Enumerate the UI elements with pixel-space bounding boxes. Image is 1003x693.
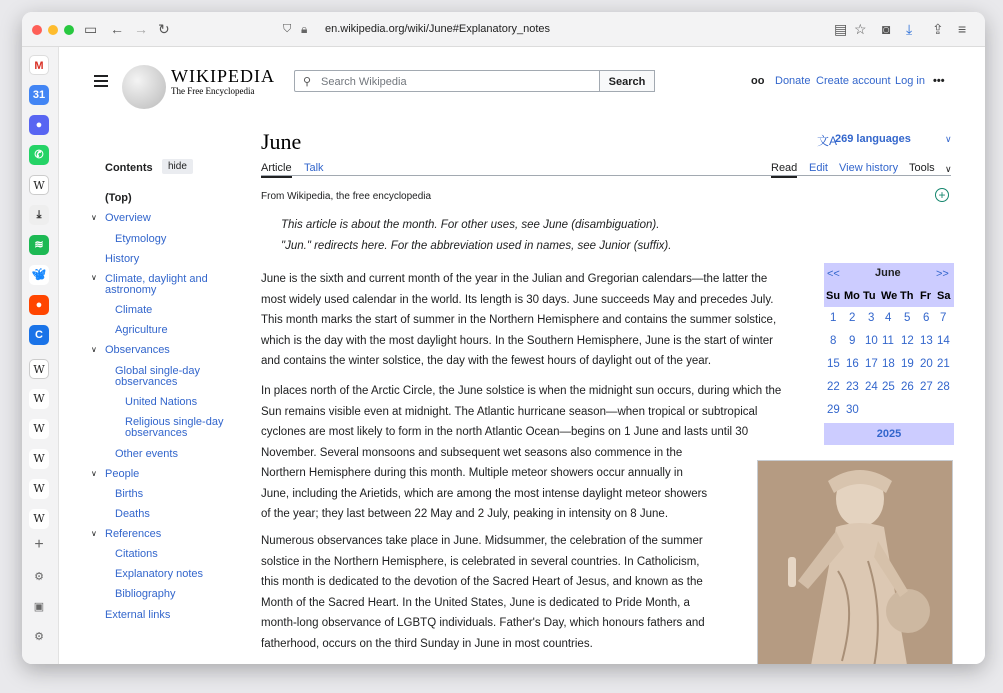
chevron-down-icon[interactable]: ∨ [945,164,952,174]
toc-item-births[interactable]: Births [115,488,144,500]
toc-item-climate-daylight-2[interactable]: astronomy [105,284,157,296]
reader-view-icon[interactable]: ▤ [834,21,848,37]
translate-icon[interactable]: 文A [817,134,838,148]
toc-item-top[interactable]: (Top) [105,192,132,204]
search-input[interactable] [294,70,600,92]
search-icon: ⚲ [303,76,312,88]
calendar-day-link[interactable]: 5 [904,312,911,324]
calendar-day-link[interactable]: 30 [846,404,859,416]
weekday-label: We [881,290,898,302]
calendar-day-link[interactable]: 21 [937,358,950,370]
calendar-day-link[interactable]: 6 [923,312,930,324]
donate-logo-icon: oo [751,75,765,87]
paragraph-observances [261,531,705,654]
log-in-link[interactable]: Log in [895,75,925,87]
more-options-button[interactable]: ••• [933,75,945,87]
minimize-window-button[interactable] [48,25,58,35]
wikipedia-icon[interactable]: W [29,389,49,409]
calendar-day-link[interactable]: 11 [882,335,894,347]
address-bar[interactable] [277,18,657,40]
chevron-down-icon[interactable]: ∨ [91,213,97,222]
calendar-icon[interactable]: 31 [29,85,49,105]
calendar-day-link[interactable]: 13 [920,335,933,347]
text-line: most widely used calendar in the world. Its length is 30 days. June succeeds May and precedes July. [261,293,774,306]
calendar-day-link[interactable]: 16 [846,358,859,370]
calendar-day-link[interactable]: 8 [830,335,837,347]
paragraph-astronomy [261,381,781,525]
toc-item-etymology[interactable]: Etymology [115,233,167,245]
cnet-icon[interactable]: C [29,325,49,345]
text-line: this month is dedicated to the devotion of the Sacred Heart of Jesus, and known as the [261,576,703,588]
main-menu-icon[interactable] [94,75,108,90]
settings-icon[interactable]: ⚙ [34,631,44,643]
browser-window [22,12,985,664]
toc-item-explanatory-notes[interactable]: Explanatory notes [115,568,204,580]
paragraph-intro [261,269,776,372]
calendar-day-link[interactable]: 12 [901,335,914,347]
downloads-icon[interactable]: ⤓ [906,21,913,37]
wikipedia-icon[interactable]: W [29,449,49,469]
back-icon[interactable]: ← [110,21,124,37]
site-sub: From Wikipedia, the free encyclopedia [261,191,432,202]
create-account-link[interactable]: Create account [816,75,891,87]
calendar-day-link[interactable]: 7 [940,312,947,324]
donate-link[interactable]: Donate [775,75,811,87]
calendar-day-link[interactable]: 2 [849,312,856,324]
wikipedia-tagline: The Free Encyclopedia [171,86,255,96]
statue-image[interactable] [757,460,953,664]
hatnote-redirect: "Jun." redirects here. For the abbreviation used in names, see Junior (suffix). [281,240,672,252]
calendar-day-link[interactable]: 26 [901,381,914,393]
bookmark-star-icon[interactable]: ☆ [854,21,867,37]
download-icon[interactable]: ⤓ [29,205,49,225]
maximize-window-button[interactable] [64,25,74,35]
text-line: In places north of the Arctic Circle, the June solstice is when the midnight sun occurs, during which the [261,385,782,397]
weekday-label: Tu [863,290,876,302]
text-line: fatherhood, occurs on the third Sunday in June in most countries. [261,637,593,650]
lock-icon: 🔒︎ [301,22,308,36]
reload-icon[interactable]: ↻ [158,21,170,37]
menu-icon[interactable]: ≡ [958,21,967,37]
text-line: Northern Hemisphere during this month. Multiple meteor showers occur annually in [261,467,683,479]
calendar-day-link[interactable]: 25 [882,381,895,393]
tabs-divider [261,175,951,176]
calendar-day-link[interactable]: 10 [865,335,878,347]
bluesky-icon[interactable]: 🦋︎ [29,265,49,285]
share-icon[interactable]: ⇪ [932,21,944,37]
toc-item-people[interactable]: People [105,468,140,480]
toc-hide-button[interactable]: hide [162,159,193,174]
wikipedia-globe-logo[interactable] [122,65,166,109]
weekday-label: Fr [920,290,931,302]
discord-icon[interactable]: ● [29,115,49,135]
toc-item-united-nations[interactable]: United Nations [125,396,198,408]
calendar-day-link[interactable]: 1 [830,312,837,324]
wikipedia-icon[interactable]: W [29,419,49,439]
calendar-day-link[interactable]: 28 [937,381,950,393]
calendar-day-link[interactable]: 23 [846,381,859,393]
page-title: June [261,129,302,154]
toc-item-overview[interactable]: Overview [105,212,151,224]
search-placeholder: Search Wikipedia [321,76,407,88]
toc-item-history[interactable]: History [105,253,140,265]
calendar-day-link[interactable]: 19 [901,358,914,370]
calendar-prev-link[interactable]: << [827,268,840,280]
calendar-day-link[interactable]: 29 [827,404,840,416]
chevron-down-icon[interactable]: ∨ [91,273,97,282]
toc-item-religious-observances[interactable]: Religious single-day [125,416,224,428]
toc-item-references[interactable]: References [105,528,162,540]
text-line: November. Several monsoons and subsequent wet seasons also commence in the [261,446,683,459]
text-line: June is the sixth and current month of the year in the Julian and Gregorian calendars—the latter the [261,273,768,285]
spotify-icon[interactable]: ≋ [29,235,49,255]
weekday-label: Su [826,290,841,302]
toc-item-global-observances[interactable]: Global single-day [115,365,200,377]
calendar-day-link[interactable]: 9 [849,335,856,347]
tools-menu[interactable]: Tools [909,162,935,174]
tab-read[interactable]: Read [771,162,797,178]
chevron-down-icon[interactable]: ∨ [91,529,97,538]
calendar-header [824,263,954,285]
chevron-down-icon[interactable]: ∨ [91,345,97,354]
calendar-day-link[interactable]: 3 [868,312,875,324]
wikipedia-icon[interactable]: W [29,509,49,529]
tab-talk[interactable]: Talk [304,162,324,174]
browser-toolbar [22,12,985,47]
text-line: of the year; they last between 22 May and 2 July, peaking in intensity on 8 June. [261,508,669,520]
wikipedia-icon[interactable]: W [29,359,49,379]
wikipedia-page [59,47,985,664]
forward-icon[interactable]: → [134,21,148,37]
toc-item-global-observances-2[interactable]: observances [115,376,178,388]
languages-button[interactable]: 269 languages [835,133,911,145]
tab-view-history[interactable]: View history [839,162,899,174]
gmail-icon[interactable]: M [29,55,49,75]
extensions-icon[interactable]: ⚙ [34,571,44,583]
toc-item-observances[interactable]: Observances [105,344,170,356]
calendar-day-link[interactable]: 20 [920,358,933,370]
sidebar-toggle-icon[interactable]: ▭ [84,21,98,37]
text-line: June, including the Arietids, which are among the most intense daylight meteor showers [261,487,708,500]
toc-title: Contents [105,162,153,174]
url-text: en.wikipedia.org/wiki/June#Explanatory_notes [325,23,551,35]
weekday-label: Sa [937,290,951,302]
wikipedia-icon[interactable]: W [29,479,49,499]
text-line: month-long observance of LGBTQ individuals. Father's Day, which honours fathers and [261,617,705,629]
text-line: which is the day with the most daylight hours. In the Southern Hemisphere, June is the start of winter [261,334,774,347]
calendar-day-link[interactable]: 27 [920,381,933,393]
wikipedia-icon[interactable]: W [29,175,49,195]
toc-item-religious-observances-2[interactable]: observances [125,427,188,439]
calendar-weekdays [824,285,954,307]
text-line: Month of the Sacred Heart. In the United States, June is dedicated to Pride Month, a [261,596,690,609]
text-line: solstice in the Northern Hemisphere, is celebrated in several countries. In Catholicism, [261,555,700,568]
toc-item-citations[interactable]: Citations [115,548,158,560]
tab-edit[interactable]: Edit [809,162,828,174]
toc-item-agriculture[interactable]: Agriculture [115,324,168,336]
tab-article[interactable]: Article [261,162,292,178]
weekday-label: Th [900,290,914,302]
calendar-day-link[interactable]: 14 [937,335,950,347]
add-topic-icon[interactable]: + [935,188,949,202]
toc-item-other-events[interactable]: Other events [115,448,178,460]
toc-item-climate-daylight[interactable]: Climate, daylight and [105,273,208,285]
calendar-month: June [875,267,901,279]
add-icon[interactable]: + [34,536,44,553]
weekday-label: Mo [844,290,860,302]
toc-item-deaths[interactable]: Deaths [115,508,150,520]
screenshot-icon[interactable]: ◙ [882,21,891,37]
calendar-day-link[interactable]: 4 [885,312,892,324]
text-line: Sun remains visible even at midnight. The Atlantic hurricane season—when tropical or subtropical [261,405,758,418]
whatsapp-icon[interactable]: ✆ [29,145,49,165]
toc-item-bibliography[interactable]: Bibliography [115,588,176,600]
calendar-day-link[interactable]: 18 [882,358,895,370]
calendar-day-link[interactable]: 15 [827,358,840,370]
toc-item-climate[interactable]: Climate [115,304,153,316]
browser-sidebar [22,47,59,664]
hatnote-disambiguation: This article is about the month. For other uses, see June (disambiguation). [281,219,660,231]
chevron-down-icon[interactable]: ∨ [91,469,97,478]
calendar-year-link[interactable]: 2025 [824,423,954,445]
history-icon[interactable]: ▣ [33,601,45,613]
chevron-down-icon[interactable]: ∨ [945,134,952,144]
calendar-next-link[interactable]: >> [936,268,949,280]
reddit-icon[interactable]: ● [29,295,49,315]
calendar-day-link[interactable]: 24 [865,381,878,393]
text-line: cyclones are most likely to form in the north Atlantic Ocean—begins on 1 June and lasts until 30 [261,426,749,438]
text-line: and contains the winter solstice, the day with the fewest hours of daylight out of the year. [261,355,712,367]
shield-icon: ⛉ [283,23,292,35]
text-line: Numerous observances take place in June. Midsummer, the celebration of the summer [261,535,703,547]
close-window-button[interactable] [32,25,42,35]
wikipedia-wordmark[interactable]: WIKIPEDIA [171,66,275,86]
statue-illustration [758,461,952,664]
toc-item-external-links[interactable]: External links [105,609,171,621]
search-button[interactable]: Search [600,70,655,92]
text-line: This month marks the start of summer in the Northern Hemisphere and contains the summer solstice, [261,314,777,326]
calendar-day-link[interactable]: 22 [827,381,840,393]
calendar-day-link[interactable]: 17 [865,358,878,370]
